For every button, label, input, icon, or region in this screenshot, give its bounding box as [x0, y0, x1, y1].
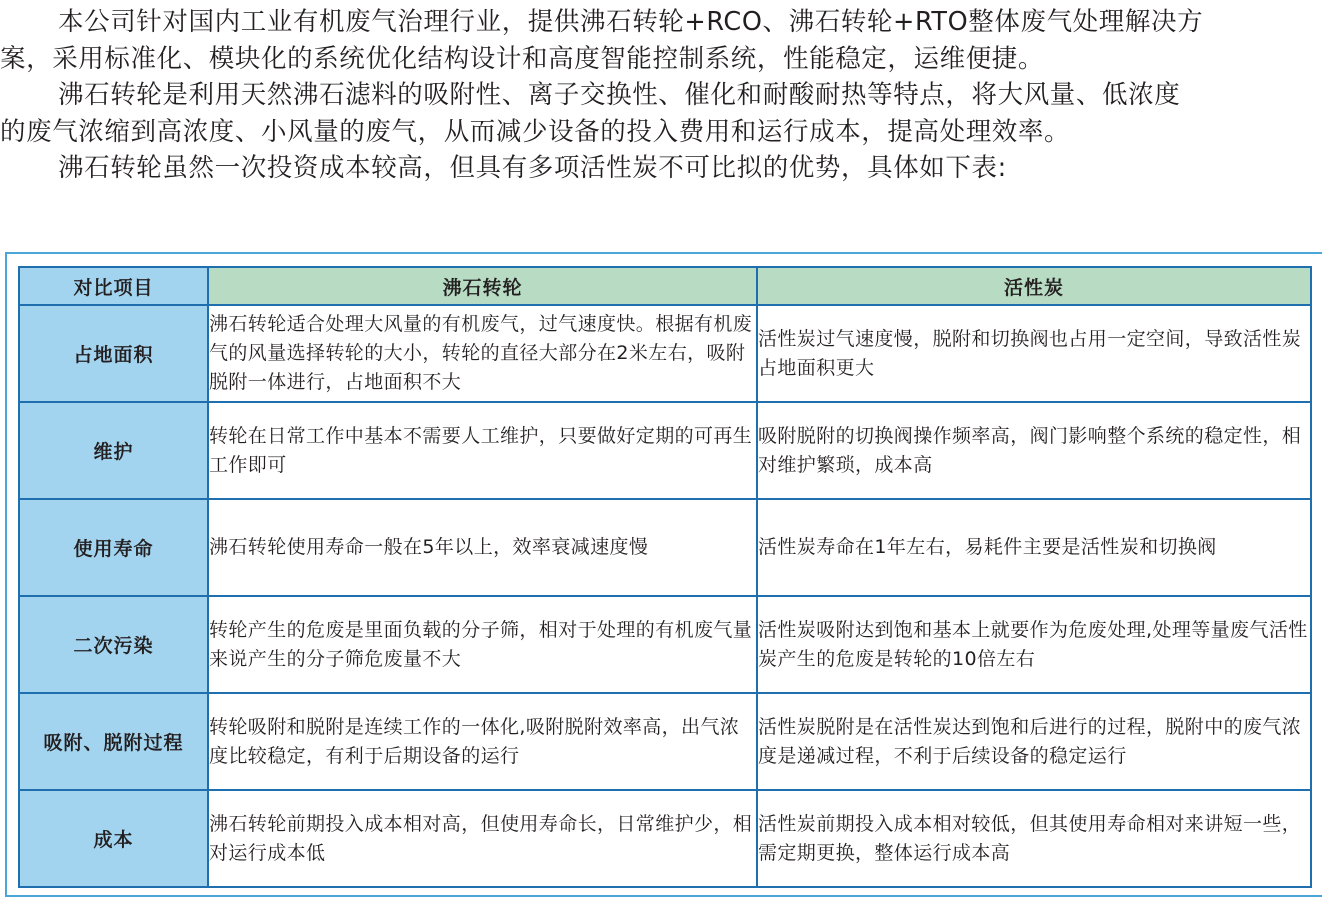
header-zeolite-rotor: 沸石转轮: [208, 267, 757, 305]
table-header-row: [19, 267, 1311, 305]
intro-p1-line2: 案，采用标准化、模块化的系统优化结构设计和高度智能控制系统，性能稳定，运维便捷。: [0, 43, 1045, 74]
table-row: [19, 499, 1311, 596]
zeolite-cell: 沸石转轮使用寿命一般在5年以上，效率衰减速度慢: [208, 499, 757, 596]
header-compare-item: 对比项目: [19, 267, 208, 305]
carbon-cell: 活性炭脱附是在活性炭达到饱和后进行的过程，脱附中的废气浓度是递减过程，不利于后续设备的稳定运行: [757, 693, 1311, 790]
row-item-label: 二次污染: [19, 596, 208, 693]
intro-text: [0, 4, 1322, 187]
row-item-label: 吸附、脱附过程: [19, 693, 208, 790]
zeolite-cell: 沸石转轮前期投入成本相对高，但使用寿命长，日常维护少，相对运行成本低: [208, 790, 757, 887]
carbon-cell: 活性炭吸附达到饱和基本上就要作为危废处理,处理等量废气活性炭产生的危废是转轮的10倍左右: [757, 596, 1311, 693]
intro-paragraph-2: [0, 77, 1322, 150]
intro-paragraph-1: [0, 4, 1322, 77]
intro-paragraph-3: [0, 150, 1322, 187]
row-item-label: 维护: [19, 402, 208, 499]
table-row: [19, 693, 1311, 790]
row-item-label: 占地面积: [19, 305, 208, 402]
row-item-label: 使用寿命: [19, 499, 208, 596]
table-row: [19, 305, 1311, 402]
comparison-table: [18, 266, 1312, 888]
carbon-cell: 活性炭前期投入成本相对较低，但其使用寿命相对来讲短一些，需定期更换，整体运行成本高: [757, 790, 1311, 887]
table-row: [19, 790, 1311, 887]
intro-p2-line1: 沸石转轮是利用天然沸石滤料的吸附性、离子交换性、催化和耐酸耐热等特点，将大风量、低浓度: [58, 80, 1181, 110]
table-row: [19, 402, 1311, 499]
carbon-cell: 活性炭寿命在1年左右，易耗件主要是活性炭和切换阀: [757, 499, 1311, 596]
zeolite-cell: 转轮产生的危废是里面负载的分子筛，相对于处理的有机废气量来说产生的分子筛危废量不大: [208, 596, 757, 693]
zeolite-cell: 转轮在日常工作中基本不需要人工维护，只要做好定期的可再生工作即可: [208, 402, 757, 499]
carbon-cell: 活性炭过气速度慢，脱附和切换阀也占用一定空间，导致活性炭占地面积更大: [757, 305, 1311, 402]
intro-p3-line1: 沸石转轮虽然一次投资成本较高，但具有多项活性炭不可比拟的优势，具体如下表:: [58, 153, 1007, 183]
table-row: [19, 596, 1311, 693]
carbon-cell: 吸附脱附的切换阀操作频率高，阀门影响整个系统的稳定性，相对维护繁琐，成本高: [757, 402, 1311, 499]
zeolite-cell: 沸石转轮适合处理大风量的有机废气，过气速度快。根据有机废气的风量选择转轮的大小，转轮的直径大部分在2米左右，吸附脱附一体进行，占地面积不大: [208, 305, 757, 402]
header-activated-carbon: 活性炭: [757, 267, 1311, 305]
intro-p2-line2: 的废气浓缩到高浓度、小风量的废气，从而减少设备的投入费用和运行成本，提高处理效率。: [0, 116, 1071, 147]
zeolite-cell: 转轮吸附和脱附是连续工作的一体化,吸附脱附效率高，出气浓度比较稳定，有利于后期设备的运行: [208, 693, 757, 790]
row-item-label: 成本: [19, 790, 208, 887]
intro-p1-line1: 本公司针对国内工业有机废气治理行业，提供沸石转轮+RCO、沸石转轮+RTO整体废气处理解决方: [58, 7, 1204, 37]
